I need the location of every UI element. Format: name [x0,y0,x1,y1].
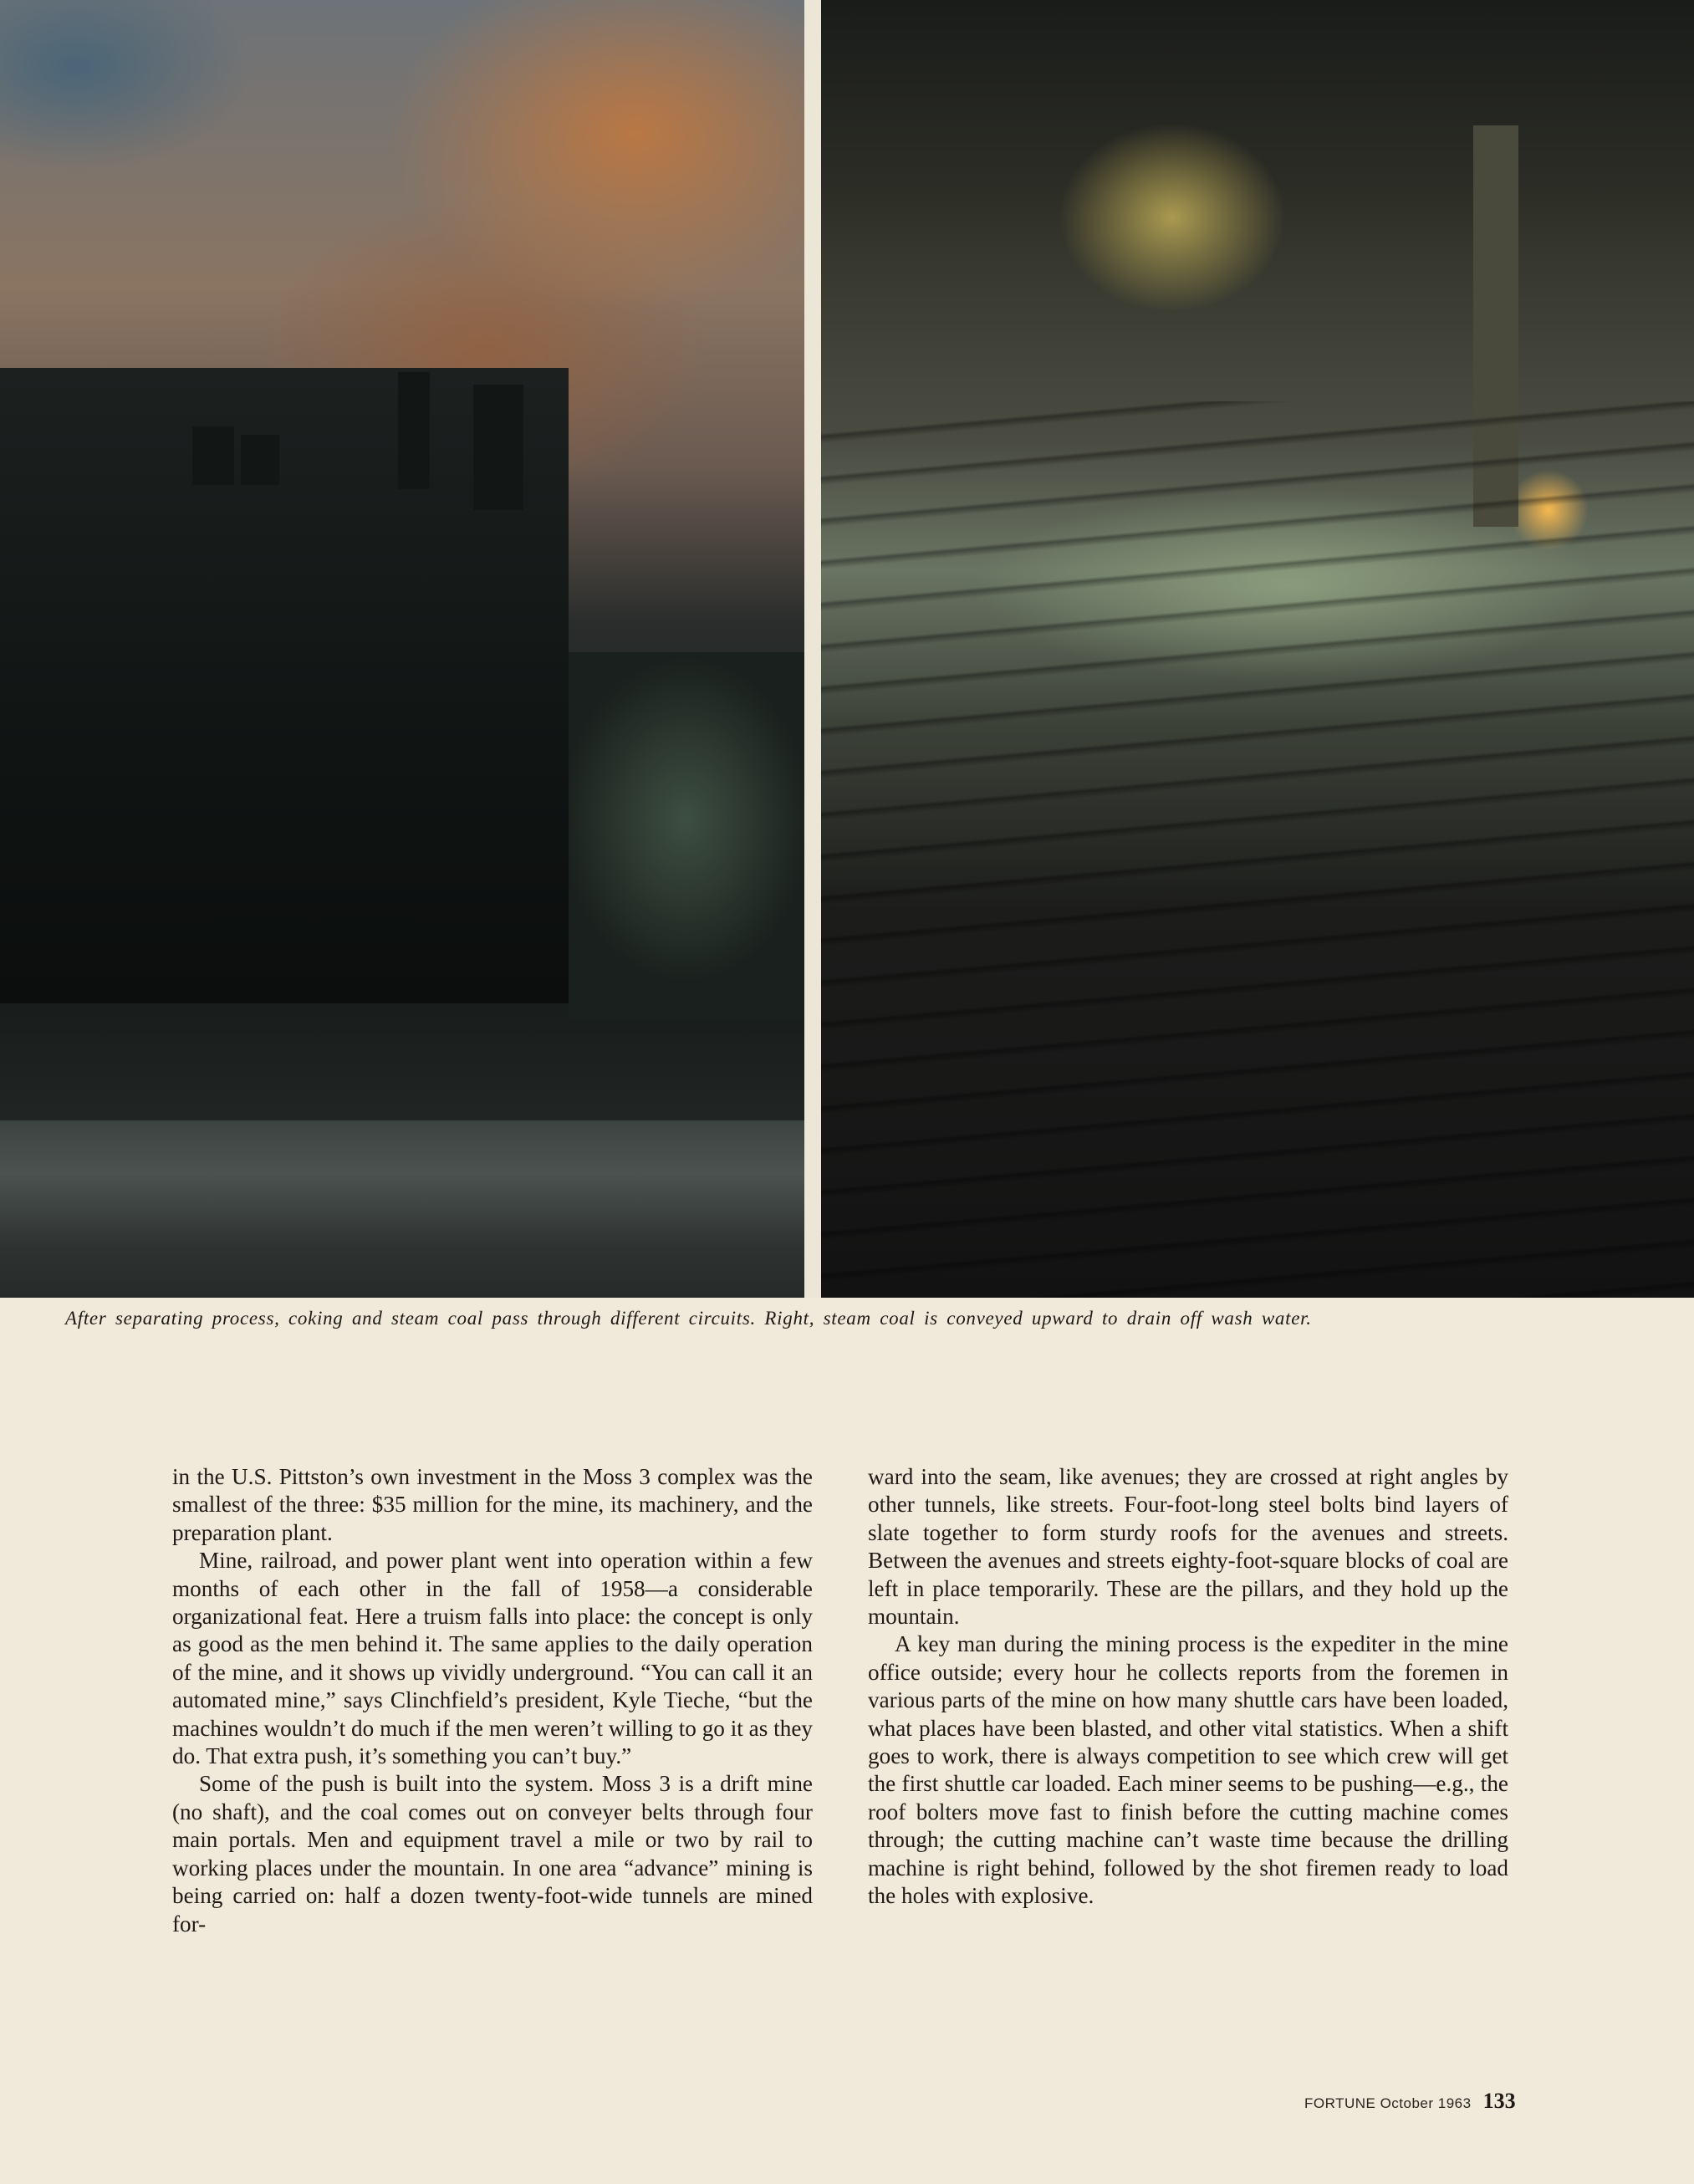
smokestack [192,426,234,485]
paragraph: in the U.S. Pittston’s own investment in the Moss 3 complex was the smallest of the three: $35 million for the mine, its machinery, and the preparation plant. [172,1464,813,1545]
photo-preparation-plant [0,0,804,1298]
conveyor-belt [821,401,1694,1298]
photo-conveyor [821,0,1694,1298]
road [0,1120,804,1298]
page-footer [1304,2089,1516,2114]
paragraph: A key man during the mining process is the expediter in the mine office outside; every hour he collects reports from the foremen in various parts of the mine on how many shuttle cars have been loaded, what places have been blasted, and other vital statistics. When a shift goes to work, there is always competition to see which crew will get the first shuttle car loaded. Each miner seems to be pushing—e.g., the roof bolters move fast to finish before the cutting machine comes through; the cutting machine can’t waste time because the drilling machine is right behind, followed by the shot firemen ready to load the holes with explosive. [868,1631,1508,1909]
photo-caption: After separating process, coking and steam coal pass through different circuits. Right, steam coal is conveyed upward to drain off wash water. [65,1308,1312,1329]
body-column-left [172,1463,813,1938]
photo-divider [804,0,821,1298]
trees [569,652,804,1020]
smokestack [241,435,279,485]
smokestack [473,385,523,510]
smokestack [398,372,430,489]
paragraph: Some of the push is built into the system. Moss 3 is a drift mine (no shaft), and the coal comes out on conveyer belts through four main portals. Men and equipment travel a mile or two by rail to working places under the mountain. In one area “advance” mining is being carried on: half a dozen twenty-foot-wide tunnels are mined for- [172,1771,813,1937]
paragraph: ward into the seam, like avenues; they are crossed at right angles by other tunnels, like streets. Four-foot-long steel bolts bind layers of slate together to form sturdy roofs for the avenues and streets. Between the avenues and streets eighty-foot-square blocks of coal are left in place temporarily. These are the pillars, and they hold up the mountain. [868,1464,1508,1630]
magazine-issue: FORTUNE October 1963 [1304,2095,1472,2111]
body-column-right [868,1463,1508,1911]
paragraph: Mine, railroad, and power plant went into operation within a few months of each other in the fall of 1958—a considerable organizational feat. Here a truism falls into place: the concept is only as good as the men behind it. The same applies to the daily operation of the mine, and it shows up vividly underground. “You can call it an automated mine,” says Clinchfield’s president, Kyle Tieche, “but the machines wouldn’t do much if the men weren’t willing to go it as they do. That extra push, it’s something you can’t buy.” [172,1548,813,1769]
page-number: 133 [1482,2089,1516,2113]
